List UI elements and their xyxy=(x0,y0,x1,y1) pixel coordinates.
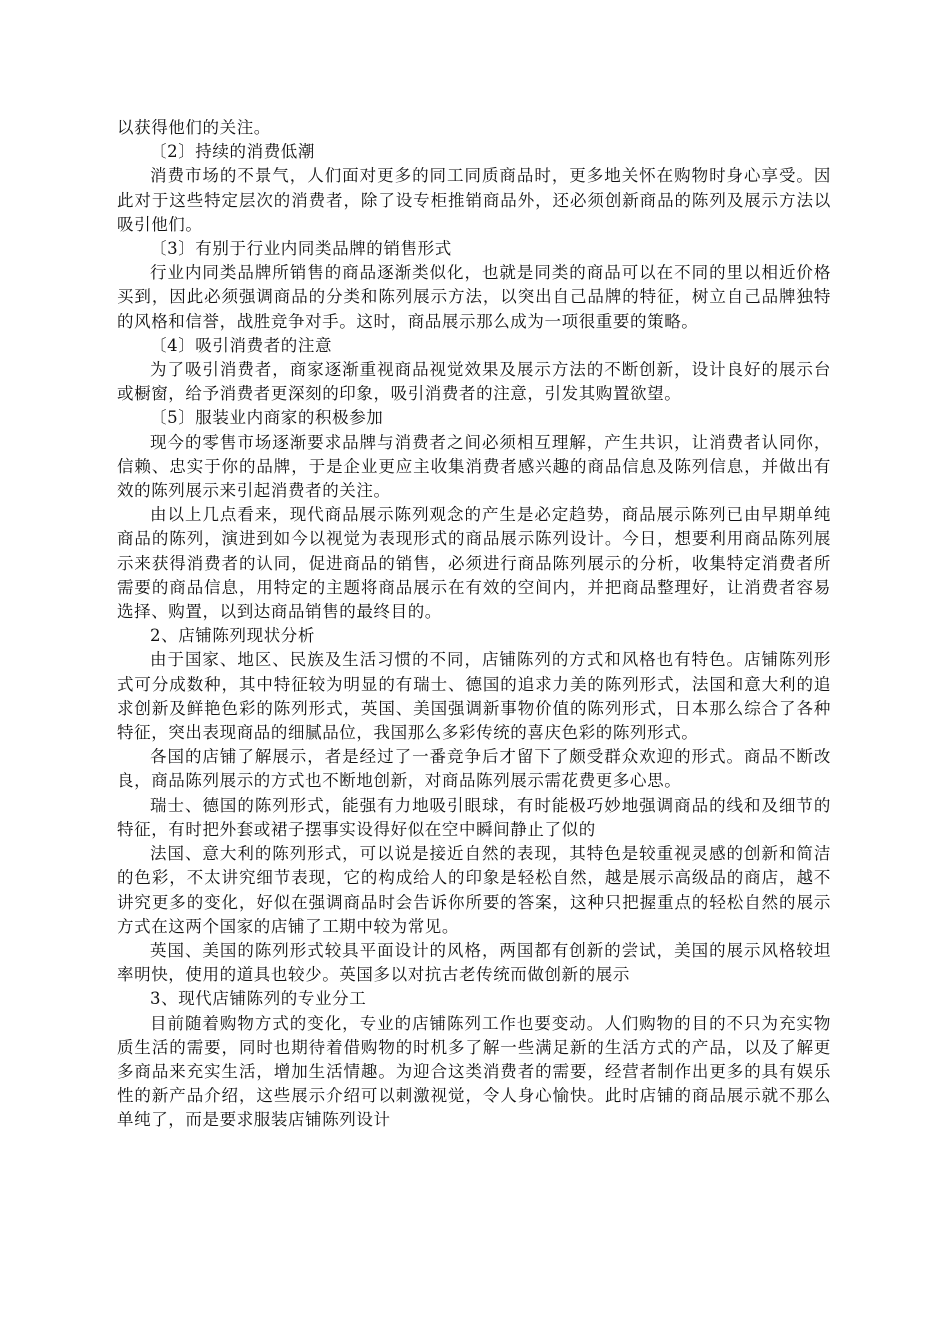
body-paragraph: 由以上几点看来，现代商品展示陈列观念的产生是必定趋势，商品展示陈列已由早期单纯商品的陈列，演进到如今以视觉为表现形式的商品展示陈列设计。今日，想要利用商品陈列展示来获得消费者的认同，促进商品的销售，必须进行商品陈列展示的分析，收集特定消费者所需要的商品信息，用特定的主题将商品展示在有效的空间内，并把商品整理好，让消费者容易选择、购置，以到达商品销售的最终目的。 xyxy=(117,505,831,622)
body-paragraph: 行业内同类品牌所销售的商品逐渐类似化，也就是同类的商品可以在不同的里以相近价格买到，因此必须强调商品的分类和陈列展示方法，以突出自己品牌的特征，树立自己品牌独特的风格和信誉，战胜竞争对手。这时，商品展示那么成为一项很重要的策略。 xyxy=(117,263,831,331)
section-heading-4: 〔4〕吸引消费者的注意 xyxy=(150,335,333,355)
body-paragraph: 各国的店铺了解展示，者是经过了一番竞争后才留下了颇受群众欢迎的形式。商品不断改良，商品陈列展示的方式也不断地创新，对商品陈列展示需花费更多心思。 xyxy=(117,747,831,791)
body-paragraph: 现今的零售市场逐渐要求品牌与消费者之间必须相互理解，产生共识，让消费者认同你，信赖、忠实于你的品牌，于是企业更应主收集消费者感兴趣的商品信息及陈列信息，并做出有效的陈列展示来引起消费者的关注。 xyxy=(117,432,831,501)
section-heading-5: 〔5〕服装业内商家的积极参加 xyxy=(150,408,384,428)
section-heading-professional-division: 3、现代店铺陈列的专业分工 xyxy=(150,989,367,1009)
section-heading-2: 〔2〕持续的消费低潮 xyxy=(150,142,315,162)
body-paragraph: 法国、意大利的陈列形式，可以说是接近自然的表现，其特色是较重视灵感的创新和简洁的色彩，不太讲究细节表现，它的构成给人的印象是轻松自然，越是展示高级品的商店，越不讲究更多的变化，好似在强调商品时会告诉你所要的答案，这种只把握重点的轻松自然的展示方式在这两个国家的店铺了工期中较为常见。 xyxy=(117,844,831,936)
section-heading-3: 〔3〕有别于行业内同类品牌的销售形式 xyxy=(150,239,452,259)
body-paragraph: 英国、美国的陈列形式较具平面设计的风格，两国都有创新的尝试，美国的展示风格较坦率明快，使用的道具也较少。英国多以对抗古老传统而做创新的展示 xyxy=(117,940,831,985)
body-paragraph: 为了吸引消费者，商家逐渐重视商品视觉效果及展示方法的不断创新，设计良好的展示台或橱窗，给予消费者更深刻的印象，吸引消费者的注意，引发其购置欲望。 xyxy=(117,360,831,404)
document-page xyxy=(117,116,831,1133)
section-heading-store-display-status: 2、店铺陈列现状分析 xyxy=(150,626,315,646)
body-paragraph: 由于国家、地区、民族及生活习惯的不同，店铺陈列的方式和风格也有特色。店铺陈列形式可分成数种，其中特征较为明显的有瑞士、德国的追求力美的陈列形式，法国和意大利的追求创新及鲜艳色彩的陈列形式，英国、美国强调新事物价值的陈列形式，日本那么综合了各种特征，突出表现商品的细腻品位，我国那么多彩传统的喜庆色彩的陈列形式。 xyxy=(117,650,831,743)
body-paragraph: 消费市场的不景气，人们面对更多的同工同质商品时，更多地关怀在购物时身心享受。因此对于这些特定层次的消费者，除了设专柜推销商品外，还必须创新商品的陈列及展示方法以吸引他们。 xyxy=(117,166,831,234)
body-paragraph: 瑞士、德国的陈列形式，能强有力地吸引眼球，有时能极巧妙地强调商品的线和及细节的特征，有时把外套或裙子摆事实设得好似在空中瞬间静止了似的 xyxy=(117,795,831,839)
paragraph-continuation: 以获得他们的关注。 xyxy=(117,118,271,137)
body-paragraph: 目前随着购物方式的变化，专业的店铺陈列工作也要变动。人们购物的目的不只为充实物质生活的需要，同时也期待着借购物的时机多了解一些满足新的生活方式的产品，以及了解更多商品来充实生活，增加生活情趣。为迎合这类消费者的需要，经营者制作出更多的具有娱乐性的新产品介绍，这些展示介绍可以刺激视觉，令人身心愉快。此时店铺的商品展示就不那么单纯了，而是要求服装店铺陈列设计 xyxy=(117,1013,831,1130)
